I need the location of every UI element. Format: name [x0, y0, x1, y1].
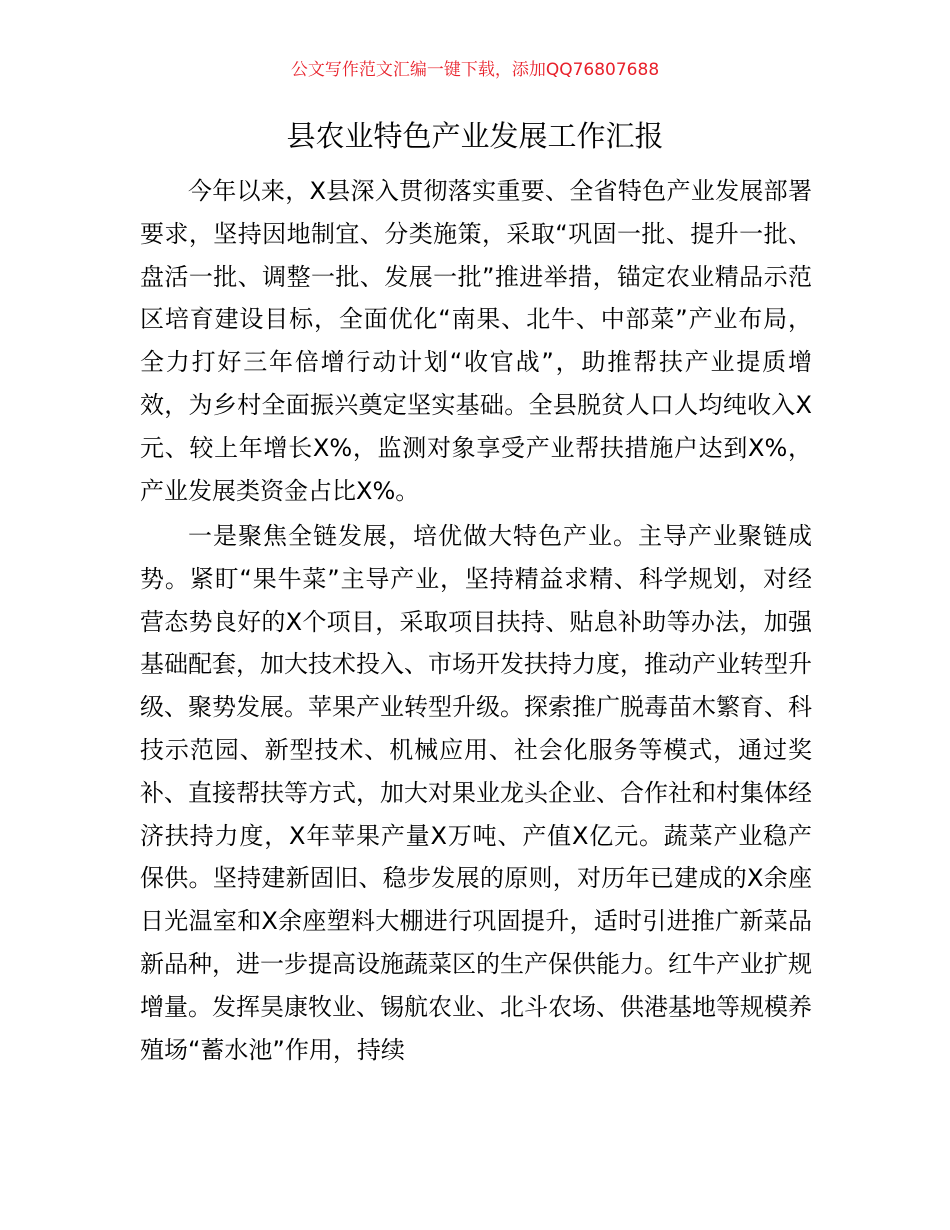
document-title: 县农业特色产业发展工作汇报 [286, 119, 664, 153]
promo-banner[interactable]: 公文写作范文汇编一键下载，添加QQ76807688 [290, 60, 660, 80]
paragraph-section-one: 一是聚焦全链发展，培优做大特色产业。主导产业聚链成势。紧盯“果牛菜”主导产业，坚持精益求精、科学规划，对经营态势良好的X个项目，采取项目扶持、贴息补助等办法，加强基础配套，加大技术投入、市场开发扶持力度，推动产业转型升级、聚势发展。苹果产业转型升级。探索推广脱毒苗木繁育、科技示范园、新型技术、机械应用、社会化服务等模式，通过奖补、直接帮扶等方式，加大对果业龙头企业、合作社和村集体经济扶持力度，X年苹果产量X万吨、产值X亿元。蔬菜产业稳产保供。坚持建新固旧、稳步发展的原则，对历年已建成的X余座日光温室和X余座塑料大棚进行巩固提升，适时引进推广新菜品新品种，进一步提高设施蔬菜区的生产保供能力。红牛产业扩规增量。发挥昊康牧业、锡航农业、北斗农场、供港基地等规模养殖场“蓄水池”作用，持续 [140, 522, 812, 1064]
paragraph-intro: 今年以来，X县深入贯彻落实重要、全省特色产业发展部署要求，坚持因地制宜、分类施策，采取“巩固一批、提升一批、盘活一批、调整一批、发展一批”推进举措，锚定农业精品示范区培育建设目标，全面优化“南果、北牛、中部菜”产业布局，全力打好三年倍增行动计划“收官战”，助推帮扶产业提质增效，为乡村全面振兴奠定坚实基础。全县脱贫人口人均纯收入X元、较上年增长X%，监测对象享受产业帮扶措施户达到X%，产业发展类资金占比X%。 [140, 177, 812, 505]
